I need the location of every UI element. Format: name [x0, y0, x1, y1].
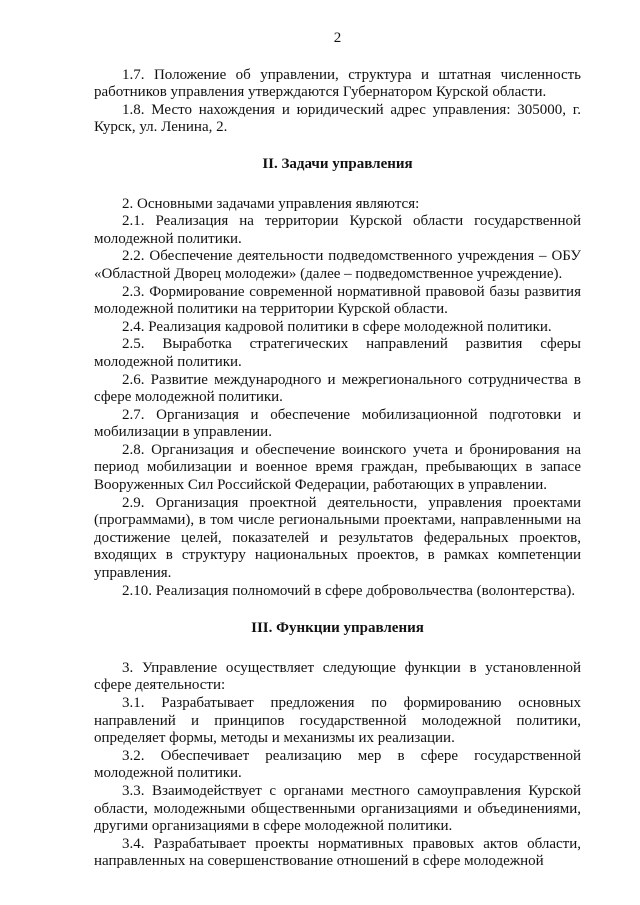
paragraph-3-1: 3.1. Разрабатывает предложения по формированию основных направлений и принципов государственной молодежной политики, определяет формы, методы и механизмы их реализации. — [94, 695, 581, 747]
paragraph-2-6: 2.6. Развитие международного и межрегионального сотрудничества в сфере молодежной политики. — [94, 371, 581, 406]
paragraph-1-8: 1.8. Место нахождения и юридический адрес управления: 305000, г. Курск, ул. Ленина, 2. — [94, 101, 581, 136]
paragraph-2-10: 2.10. Реализация полномочий в сфере добровольчества (волонтерства). — [122, 582, 576, 599]
paragraph-2-7: 2.7. Организация и обеспечение мобилизационной подготовки и мобилизации в управлении. — [94, 406, 581, 441]
paragraph-3: 3. Управление осуществляет следующие функции в установленной сфере деятельности: — [94, 659, 581, 694]
paragraph-2-1: 2.1. Реализация на территории Курской области государственной молодежной политики. — [94, 213, 581, 247]
paragraph-2-9: 2.9. Организация проектной деятельности, управления проектами (программами), в том числе региональными проектами, направленными на достижение целей, показателей и результатов федеральных проектов, входящих в структуру национальных проектов, в рамках компетенции управления. — [94, 494, 581, 582]
paragraph-2-3: 2.3. Формирование современной нормативной правовой базы развития молодежной политики на территории Курской области. — [94, 283, 581, 318]
section-2-title: II. Задачи управления — [262, 155, 413, 172]
paragraph-2-2: 2.2. Обеспечение деятельности подведомственного учреждения – ОБУ «Областной Дворец молодежи» (далее – подведомственное учреждение). — [94, 248, 581, 282]
paragraph-3-3: 3.3. Взаимодействует с органами местного самоуправления Курской области, молодежными общественными организациями и объединениями, другими организациями в сфере молодежной политики. — [94, 782, 581, 835]
paragraph-2-4: 2.4. Реализация кадровой политики в сфере молодежной политики. — [122, 318, 552, 335]
paragraph-3-2: 3.2. Обеспечивает реализацию мер в сфере государственной молодежной политики. — [94, 747, 581, 782]
paragraph-2: 2. Основными задачами управления являются: — [122, 195, 420, 212]
page-number: 2 — [333, 30, 342, 46]
document-page — [94, 30, 581, 871]
paragraph-2-8: 2.8. Организация и обеспечение воинского учета и бронирования на период мобилизации и военное время граждан, пребывающих в запасе Вооруженных Сил Российской Федерации, работающих в управлении. — [94, 441, 581, 494]
paragraph-3-4: 3.4. Разрабатывает проекты нормативных правовых актов области, направленных на совершенствование отношений в сфере молодежной — [94, 835, 581, 870]
paragraph-2-5: 2.5. Выработка стратегических направлений развития сферы молодежной политики. — [94, 336, 581, 370]
paragraph-1-7: 1.7. Положение об управлении, структура и штатная численность работников управления утверждаются Губернатором Курской области. — [94, 66, 581, 101]
section-3-title: III. Функции управления — [251, 620, 424, 637]
